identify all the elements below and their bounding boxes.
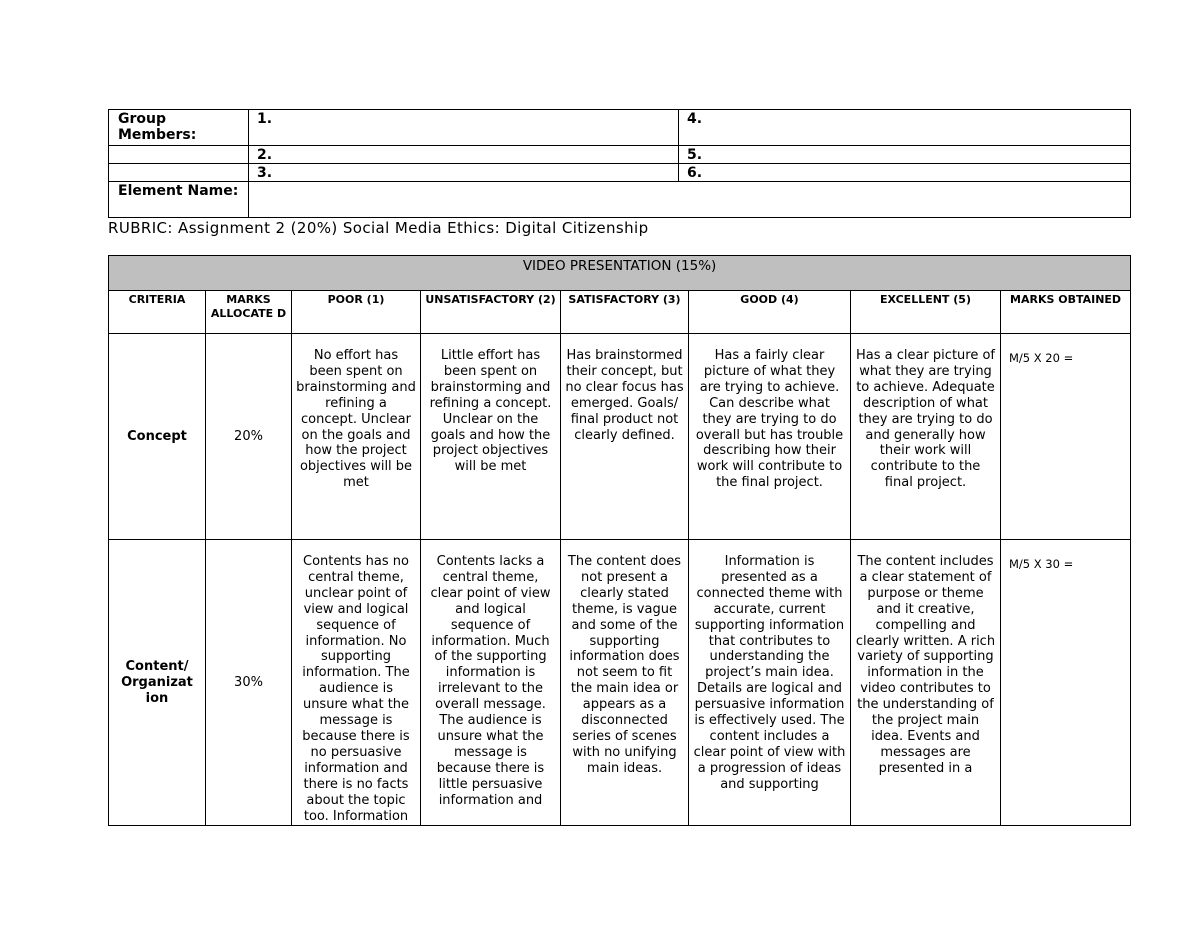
table-row bbox=[109, 540, 1131, 826]
good-cell: Has a fairly clear picture of what they are trying to achieve. Can describe what they are trying to do overall but has trouble describing how their work will contribute to the final project. bbox=[689, 334, 851, 540]
member-slot-1[interactable]: 1. bbox=[249, 110, 679, 146]
empty-label-cell bbox=[109, 164, 249, 182]
table-row bbox=[109, 334, 1131, 540]
marks-obtained-cell[interactable]: M/5 X 30 = bbox=[1001, 540, 1131, 826]
header-poor: POOR (1) bbox=[292, 291, 421, 334]
group-members-table bbox=[108, 109, 1131, 218]
member-slot-3[interactable]: 3. bbox=[249, 164, 679, 182]
unsatisfactory-cell: Little effort has been spent on brainstorming and refining a concept. Unclear on the goals and how the project objectives will be met bbox=[421, 334, 561, 540]
element-name-label: Element Name: bbox=[109, 182, 249, 218]
satisfactory-cell: The content does not present a clearly stated theme, is vague and some of the supporting information does not seem to fit the main idea or appears as a disconnected series of scenes with no unifying main ideas. bbox=[561, 540, 689, 826]
allocated-cell: 30% bbox=[206, 540, 292, 826]
rubric-table bbox=[108, 255, 1131, 826]
member-slot-4[interactable]: 4. bbox=[679, 110, 1131, 146]
empty-label-cell bbox=[109, 146, 249, 164]
header-criteria: CRITERIA bbox=[109, 291, 206, 334]
marks-obtained-cell[interactable]: M/5 X 20 = bbox=[1001, 334, 1131, 540]
header-good: GOOD (4) bbox=[689, 291, 851, 334]
group-members-label: Group Members: bbox=[109, 110, 249, 146]
criteria-cell: Concept bbox=[109, 334, 206, 540]
criteria-cell: Content/ Organizat ion bbox=[109, 540, 206, 826]
header-marks-obtained: MARKS OBTAINED bbox=[1001, 291, 1131, 334]
header-unsatisfactory: UNSATISFACTORY (2) bbox=[421, 291, 561, 334]
poor-cell: No effort has been spent on brainstorming and refining a concept. Unclear on the goals and how the project objectives will be met bbox=[292, 334, 421, 540]
element-name-field[interactable] bbox=[249, 182, 1131, 218]
excellent-cell: The content includes a clear statement of purpose or theme and it creative, compelling and clearly written. A rich variety of supporting information in the video contributes to the understanding of the project main idea. Events and messages are presented in a bbox=[851, 540, 1001, 826]
excellent-cell: Has a clear picture of what they are trying to achieve. Adequate description of what they are trying to do and generally how their work will contribute to the final project. bbox=[851, 334, 1001, 540]
header-excellent: EXCELLENT (5) bbox=[851, 291, 1001, 334]
member-slot-2[interactable]: 2. bbox=[249, 146, 679, 164]
rubric-title: RUBRIC: Assignment 2 (20%) Social Media Ethics: Digital Citizenship bbox=[108, 219, 649, 237]
header-satisfactory: SATISFACTORY (3) bbox=[561, 291, 689, 334]
satisfactory-cell: Has brainstormed their concept, but no clear focus has emerged. Goals/ final product not clearly defined. bbox=[561, 334, 689, 540]
poor-cell: Contents has no central theme, unclear point of view and logical sequence of information. No supporting information. The audience is unsure what the message is because there is no persuasive information and there is no facts about the topic too. Information bbox=[292, 540, 421, 826]
allocated-cell: 20% bbox=[206, 334, 292, 540]
member-slot-6[interactable]: 6. bbox=[679, 164, 1131, 182]
header-marks-allocated: MARKS ALLOCATE D bbox=[206, 291, 292, 334]
good-cell: Information is presented as a connected theme with accurate, current supporting information that contributes to understanding the project’s main idea. Details are logical and persuasive information is effectively used. The content includes a clear point of view with a progression of ideas and supporting bbox=[689, 540, 851, 826]
unsatisfactory-cell: Contents lacks a central theme, clear point of view and logical sequence of information. Much of the supporting information is irrelevant to the overall message. The audience is unsure what the message is because there is little persuasive information and bbox=[421, 540, 561, 826]
member-slot-5[interactable]: 5. bbox=[679, 146, 1131, 164]
rubric-banner: VIDEO PRESENTATION (15%) bbox=[109, 256, 1131, 291]
